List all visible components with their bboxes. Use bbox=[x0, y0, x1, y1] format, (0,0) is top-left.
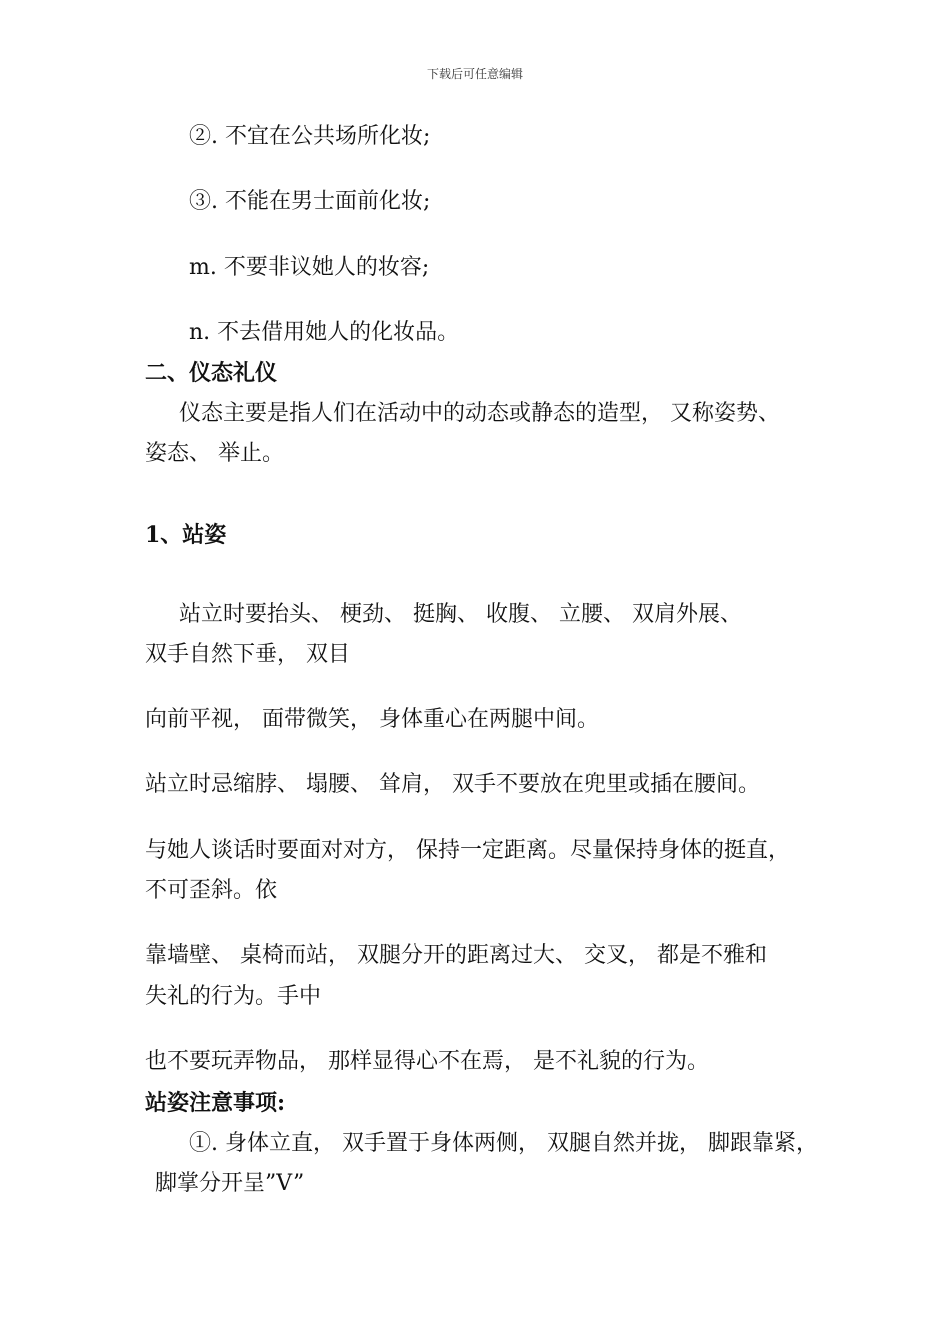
intro-line-2: 姿态、 举止。 bbox=[145, 441, 284, 466]
standing-p4-line-2: 不可歪斜。依 bbox=[145, 878, 278, 903]
makeup-item-3: ③. 不能在男士面前化妆; bbox=[189, 189, 431, 214]
standing-title: 1、站姿 bbox=[145, 522, 227, 548]
intro-line-1: 仪态主要是指人们在活动中的动态或静态的造型， 又称姿势、 bbox=[179, 401, 780, 426]
standing-p5-line-1: 靠墙壁、 桌椅而站， 双腿分开的距离过大、 交叉， 都是不雅和 bbox=[145, 943, 767, 968]
notes-title: 站姿注意事项: bbox=[145, 1090, 286, 1116]
makeup-item-n: n. 不去借用她人的化妆品。 bbox=[189, 320, 460, 345]
standing-p4-line-1: 与她人谈话时要面对对方， 保持一定距离。尽量保持身体的挺直， bbox=[145, 838, 790, 863]
standing-p1-line-2: 双手自然下垂， 双目 bbox=[145, 642, 350, 667]
makeup-item-m: m. 不要非议她人的妆容; bbox=[189, 255, 430, 280]
notes-item-1-line-1: ①. 身体立直， 双手置于身体两侧， 双腿自然并拢， 脚跟靠紧， bbox=[189, 1131, 818, 1156]
section-title: 二、仪态礼仪 bbox=[145, 360, 278, 386]
page-header-note: 下载后可任意编辑 bbox=[426, 67, 523, 81]
standing-p2: 向前平视， 面带微笑， 身体重心在两腿中间。 bbox=[145, 707, 599, 732]
makeup-item-2: ②. 不宜在公共场所化妆; bbox=[189, 124, 431, 149]
notes-item-1-line-2: 脚掌分开呈”V” bbox=[155, 1171, 305, 1196]
standing-p1-line-1: 站立时要抬头、 梗劲、 挺胸、 收腹、 立腰、 双肩外展、 bbox=[179, 602, 742, 627]
standing-p6: 也不要玩弄物品， 那样显得心不在焉， 是不礼貌的行为。 bbox=[145, 1049, 709, 1074]
standing-p3: 站立时忌缩脖、 塌腰、 耸肩， 双手不要放在兜里或插在腰间。 bbox=[145, 772, 760, 797]
standing-p5-line-2: 失礼的行为。手中 bbox=[145, 984, 322, 1009]
